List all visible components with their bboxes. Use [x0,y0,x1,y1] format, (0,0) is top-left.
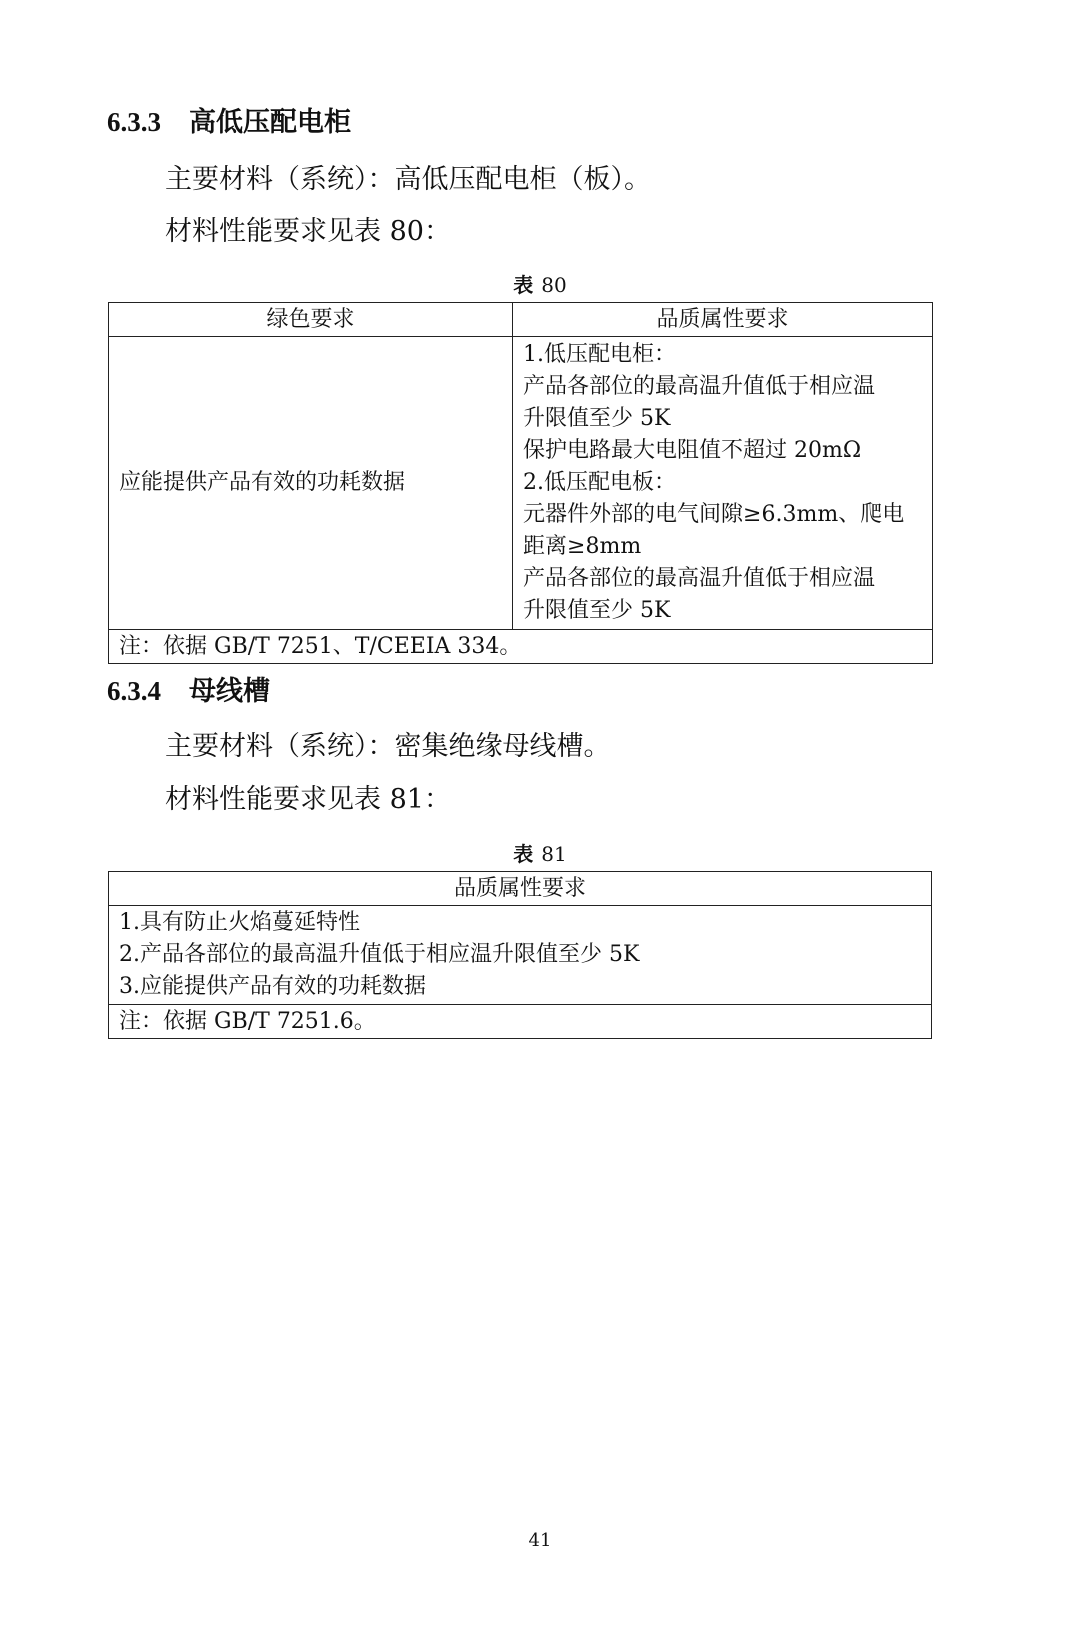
section-heading-6-3-3 [107,102,351,143]
quality-line: 1.低压配电柜： [523,342,677,367]
table-80 [108,302,933,664]
header-quality-requirement: 品质属性要求 [109,872,932,906]
table-note-row [109,1005,932,1039]
table-row [109,337,933,630]
table-row [109,906,932,1005]
requirement-reference-paragraph: 材料性能要求见表 81： [165,784,451,815]
table-81-caption [0,840,1080,868]
quality-line: 产品各部位的最高温升值低于相应温 [523,566,876,591]
header-quality-requirement: 品质属性要求 [513,303,933,337]
caption-number: 80 [541,273,567,297]
quality-line: 产品各部位的最高温升值低于相应温 [523,374,876,399]
quality-line: 2.产品各部位的最高温升值低于相应温升限值至少 5K [119,942,640,967]
table-note: 注：依据 GB/T 7251、T/CEEIA 334。 [109,630,933,664]
section-number: 6.3.4 [107,676,161,706]
quality-line: 升限值至少 5K [523,598,671,623]
quality-line: 1.具有防止火焰蔓延特性 [119,910,360,935]
table-81 [108,871,932,1039]
table-80-caption [0,271,1080,299]
quality-line: 2.低压配电板： [523,470,677,495]
table-header-row [109,872,932,906]
table-note-row [109,630,933,664]
table-header-row [109,303,933,337]
quality-requirement-cell [109,906,932,1005]
caption-number: 81 [541,842,567,866]
section-title: 高低压配电柜 [189,107,351,138]
caption-label: 表 [513,273,534,297]
quality-line: 升限值至少 5K [523,406,671,431]
quality-line: 3.应能提供产品有效的功耗数据 [119,974,426,999]
page-number: 41 [528,1530,552,1551]
main-material-paragraph: 主要材料（系统）：高低压配电柜（板）。 [165,164,651,195]
green-requirement-cell: 应能提供产品有效的功耗数据 [109,337,513,630]
quality-line: 距离≥8mm [523,534,642,559]
quality-requirement-cell [513,337,933,630]
section-heading-6-3-4 [107,671,270,712]
quality-line: 元器件外部的电气间隙≥6.3mm、爬电 [523,502,905,527]
section-title: 母线槽 [189,676,270,707]
quality-line: 保护电路最大电阻值不超过 20mΩ [523,438,862,463]
caption-label: 表 [513,842,534,866]
main-material-paragraph: 主要材料（系统）：密集绝缘母线槽。 [165,731,611,762]
requirement-reference-paragraph: 材料性能要求见表 80： [165,216,451,247]
table-note: 注：依据 GB/T 7251.6。 [109,1005,932,1039]
header-green-requirement: 绿色要求 [109,303,513,337]
section-number: 6.3.3 [107,107,161,137]
